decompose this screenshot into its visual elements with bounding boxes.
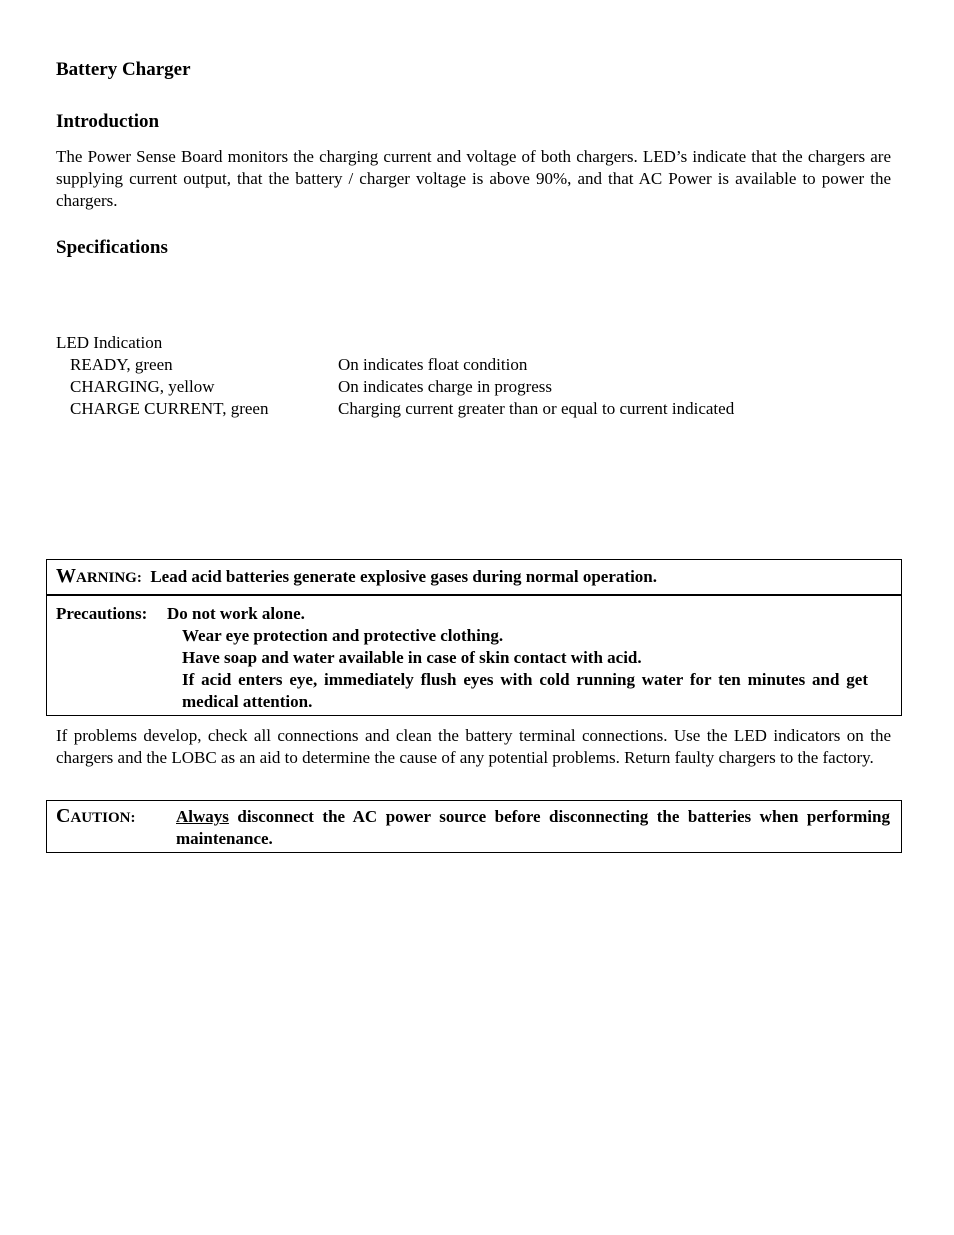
precaution-item: Do not work alone.	[167, 604, 305, 623]
warning-divider	[46, 594, 902, 596]
caution-label	[56, 805, 135, 829]
warning-label-rest: ARNING:	[76, 570, 142, 586]
precaution-item: If acid enters eye, immediately flush eyes with cold running water for ten minutes and get medical attention.	[182, 670, 868, 711]
warning-header	[56, 565, 657, 589]
caution-label-rest: AUTION:	[70, 810, 136, 826]
caution-text	[176, 806, 890, 850]
led-description: On indicates float condition	[338, 355, 528, 374]
led-indication-label: LED Indication	[56, 333, 163, 352]
caution-emphasis: Always	[176, 807, 229, 826]
led-description: Charging current greater than or equal to current indicated	[338, 399, 735, 418]
page-title: Battery Charger	[56, 59, 191, 80]
led-name: CHARGE CURRENT, green	[70, 399, 269, 418]
caution-label-initial: C	[56, 805, 71, 827]
precaution-item: Have soap and water available in case of skin contact with acid.	[182, 648, 642, 667]
led-description: On indicates charge in progress	[338, 377, 553, 396]
specifications-heading: Specifications	[56, 237, 168, 258]
led-name: READY, green	[70, 355, 173, 374]
led-row-charge-current	[70, 398, 890, 420]
led-name: CHARGING, yellow	[70, 377, 215, 396]
problems-text: If problems develop, check all connections and clean the battery terminal connections. Use the LED indicators on the chargers and the LOBC as an aid to determine the cause of any potential problems. Return faulty chargers to the factory.	[56, 726, 891, 767]
precautions-label: Precautions:	[56, 604, 148, 623]
precaution-item: Wear eye protection and protective clothing.	[182, 626, 504, 645]
caution-body: disconnect the AC power source before disconnecting the batteries when performing maintenance.	[176, 807, 890, 848]
warning-label-initial: W	[56, 565, 76, 587]
introduction-text: The Power Sense Board monitors the charging current and voltage of both chargers. LED’s indicate that the chargers are supplying current output, that the battery / charger voltage is above 90%, and that AC Power is available to power the chargers.	[56, 147, 891, 210]
led-row-ready	[70, 354, 890, 376]
warning-text: Lead acid batteries generate explosive gases during normal operation.	[150, 567, 657, 586]
led-row-charging	[70, 376, 890, 398]
introduction-heading: Introduction	[56, 111, 160, 132]
